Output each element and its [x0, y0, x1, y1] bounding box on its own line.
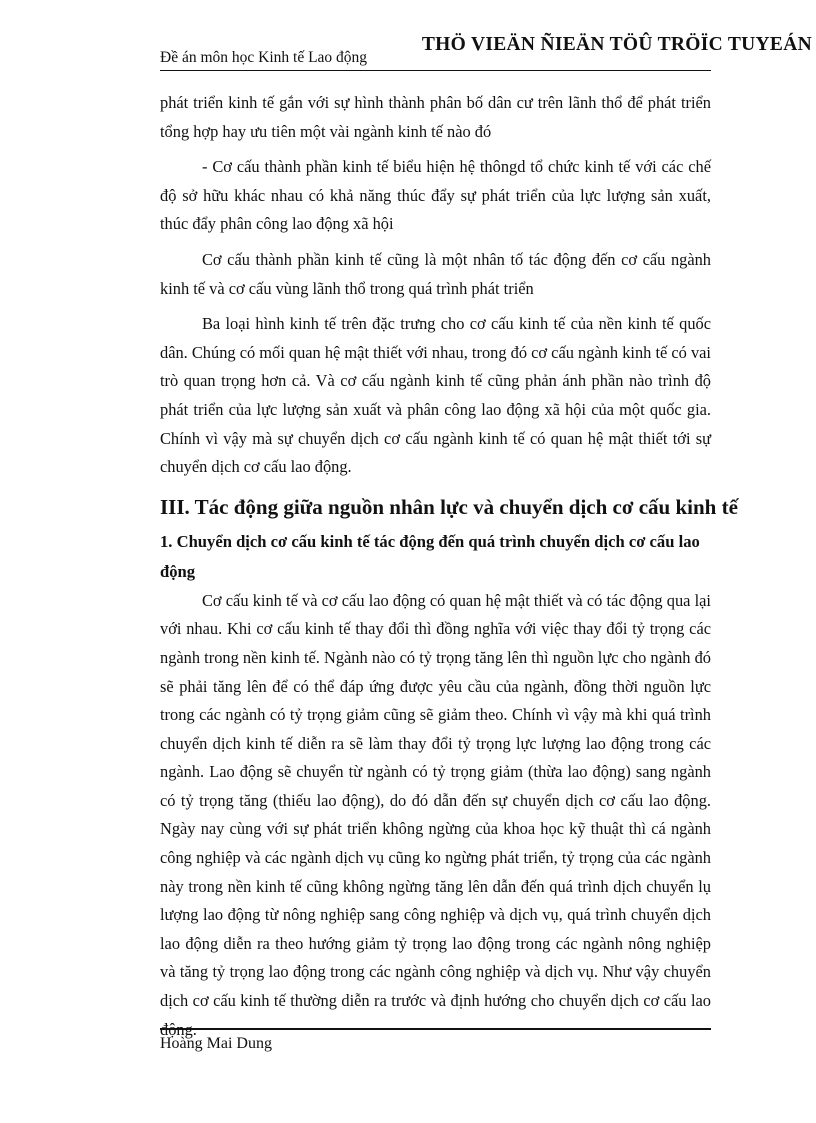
paragraph-3: Cơ cấu thành phần kinh tế cũng là một nhân tố tác động đến cơ cấu ngành kinh tế và cơ cấu vùng lãnh thổ trong quá trình phát triển — [160, 249, 711, 298]
footer-rule — [160, 1028, 711, 1030]
footer-author: Hoàng Mai Dung — [160, 1035, 272, 1052]
header-watermark: THÖ VIEÄN ÑIEÄN TÖÛ TRÖÏC TUYEÁN — [421, 34, 812, 55]
paragraph-5: Cơ cấu kinh tế và cơ cấu lao động có quan hệ mật thiết và có tác động qua lại với nhau. Khi cơ cấu kinh tế thay đổi thì đồng nghĩa với việc thay đổi tỷ trọng các ngành trong nền kinh tế. Ngành nào có tỷ trọng tăng lên thì nguồn lực cho ngành đó sẽ phải tăng lên để có thể đáp ứng được yêu cầu của ngành, đồng thời nguồn lực trong các ngành có tỷ trọng giảm cũng sẽ giảm theo. Chính vì vậy mà khi quá trình chuyển dịch kinh tế diễn ra sẽ làm thay đổi tỷ trọng lực lượng lao động trong các ngành. Lao động sẽ chuyển từ ngành có tỷ trọng giảm (thừa lao động) sang ngành có tỷ trọng tăng (thiếu lao động), do đó dẫn đến sự chuyển dịch cơ cấu lao động. Ngày nay cùng với sự phát triển không ngừng của khoa học kỹ thuật thì cá ngành công nghiệp và các ngành dịch vụ cũng ko ngừng phát triển, tỷ trọng của các ngành này trong nền kinh tế cũng không ngừng tăng lên dẫn đến quá trình dịch chuyển lụ lượng lao động từ nông nghiệp sang công nghiệp và dịch vụ, quá trình chuyển dịch lao động diễn ra theo hướng giảm tỷ trọng lao động trong các ngành nông nghiệp và tăng tỷ trọng lao động trong các ngành công nghiệp và dịch vụ. Như vậy chuyển dịch cơ cấu kinh tế thường diễn ra trước và định hướng cho chuyển dịch cơ cấu lao động. — [160, 590, 711, 1039]
header-title: Đề án môn học Kinh tế Lao động — [160, 49, 368, 66]
paragraph-2: - Cơ cấu thành phần kinh tế biểu hiện hệ thôngd tổ chức kinh tế với các chế độ sở hữu khác nhau có khả năng thúc đẩy sự phát triển của lực lượng sản xuất, thúc đẩy phân công lao động xã hội — [160, 157, 711, 234]
page-body — [160, 89, 738, 1051]
paragraph-1: phát triển kinh tế gắn với sự hình thành phân bố dân cư trên lãnh thổ để phát triển tổng hợp hay ưu tiên một vài ngành kinh tế nào đó — [160, 93, 711, 141]
subsection-heading: 1. Chuyển dịch cơ cấu kinh tế tác động đến quá trình chuyển dịch cơ cấu lao động — [160, 531, 700, 581]
paragraph-4: Ba loại hình kinh tế trên đặc trưng cho cơ cấu kinh tế của nền kinh tế quốc dân. Chúng có mối quan hệ mật thiết với nhau, trong đó cơ cấu ngành kinh tế có vai trò quan trọng hơn cả. Và cơ cấu ngành kinh tế cũng phản ánh phần nào trình độ phát triển của lực lượng sản xuất và phân công lao động xã hội của một quốc gia. Chính vì vậy mà sự chuyển dịch cơ cấu ngành kinh tế có quan hệ mật thiết tới sự chuyển dịch cơ cấu lao động. — [160, 314, 711, 477]
section-heading: III. Tác động giữa nguồn nhân lực và chuyển dịch cơ cấu kinh tế — [160, 494, 738, 519]
header-rule — [160, 70, 711, 71]
